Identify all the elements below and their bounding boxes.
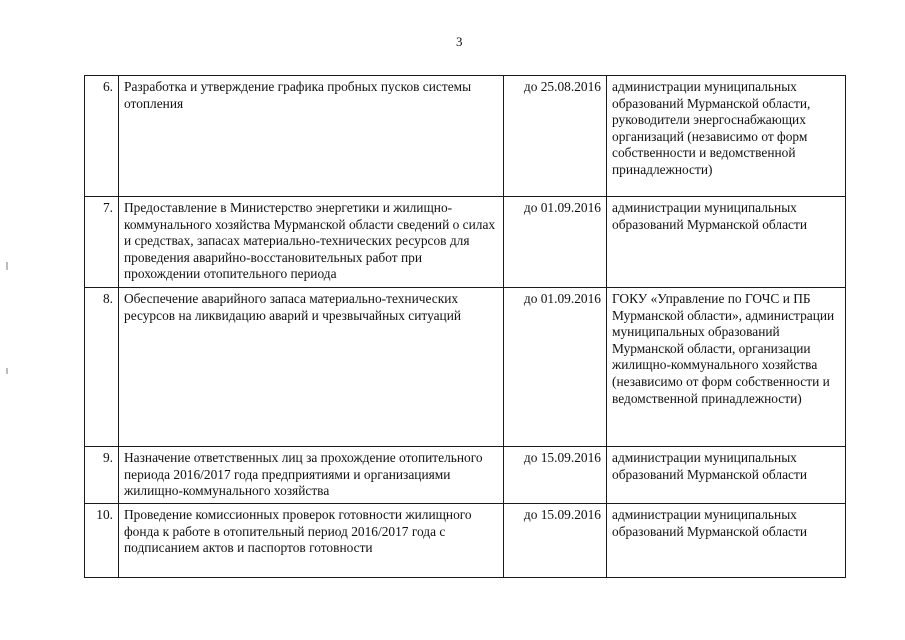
table-row	[85, 504, 846, 578]
scan-margin-mark	[6, 262, 8, 270]
responsible-party: администрации муниципальных образований Мурманской области	[607, 197, 846, 288]
deadline: до 01.09.2016	[504, 197, 607, 288]
task-description: Назначение ответственных лиц за прохождение отопительного периода 2016/2017 года предприятиями и организациями жилищно-коммунального хозяйства	[119, 447, 504, 504]
table-row	[85, 288, 846, 447]
row-number: 6.	[85, 76, 119, 197]
deadline: до 15.09.2016	[504, 447, 607, 504]
responsible-party: администрации муниципальных образований Мурманской области, руководители энергоснабжающих организаций (независимо от форм собственности и ведомственной принадлежности)	[607, 76, 846, 197]
deadline: до 25.08.2016	[504, 76, 607, 197]
page-number: 3	[456, 34, 463, 49]
row-number: 10.	[85, 504, 119, 578]
table-row	[85, 447, 846, 504]
task-description: Обеспечение аварийного запаса материально-технических ресурсов на ликвидацию аварий и чрезвычайных ситуаций	[119, 288, 504, 447]
scan-margin-mark	[6, 368, 8, 374]
row-number: 7.	[85, 197, 119, 288]
measures-table	[84, 75, 846, 578]
deadline: до 01.09.2016	[504, 288, 607, 447]
task-description: Предоставление в Министерство энергетики и жилищно-коммунального хозяйства Мурманской области сведений о силах и средствах, запасах материально-технических ресурсов для проведения аварийно-восстановительных работ при прохождении отопительного периода	[119, 197, 504, 288]
task-description: Проведение комиссионных проверок готовности жилищного фонда к работе в отопительный период 2016/2017 года с подписанием актов и паспортов готовности	[119, 504, 504, 578]
task-description: Разработка и утверждение графика пробных пусков системы отопления	[119, 76, 504, 197]
table-row	[85, 197, 846, 288]
deadline: до 15.09.2016	[504, 504, 607, 578]
responsible-party: администрации муниципальных образований Мурманской области	[607, 447, 846, 504]
row-number: 9.	[85, 447, 119, 504]
row-number: 8.	[85, 288, 119, 447]
responsible-party: ГОКУ «Управление по ГОЧС и ПБ Мурманской области», администрации муниципальных образований Мурманской области, организации жилищно-коммунального хозяйства (независимо от форм собственности и ведомственной принадлежности)	[607, 288, 846, 447]
table-row	[85, 76, 846, 197]
responsible-party: администрации муниципальных образований Мурманской области	[607, 504, 846, 578]
